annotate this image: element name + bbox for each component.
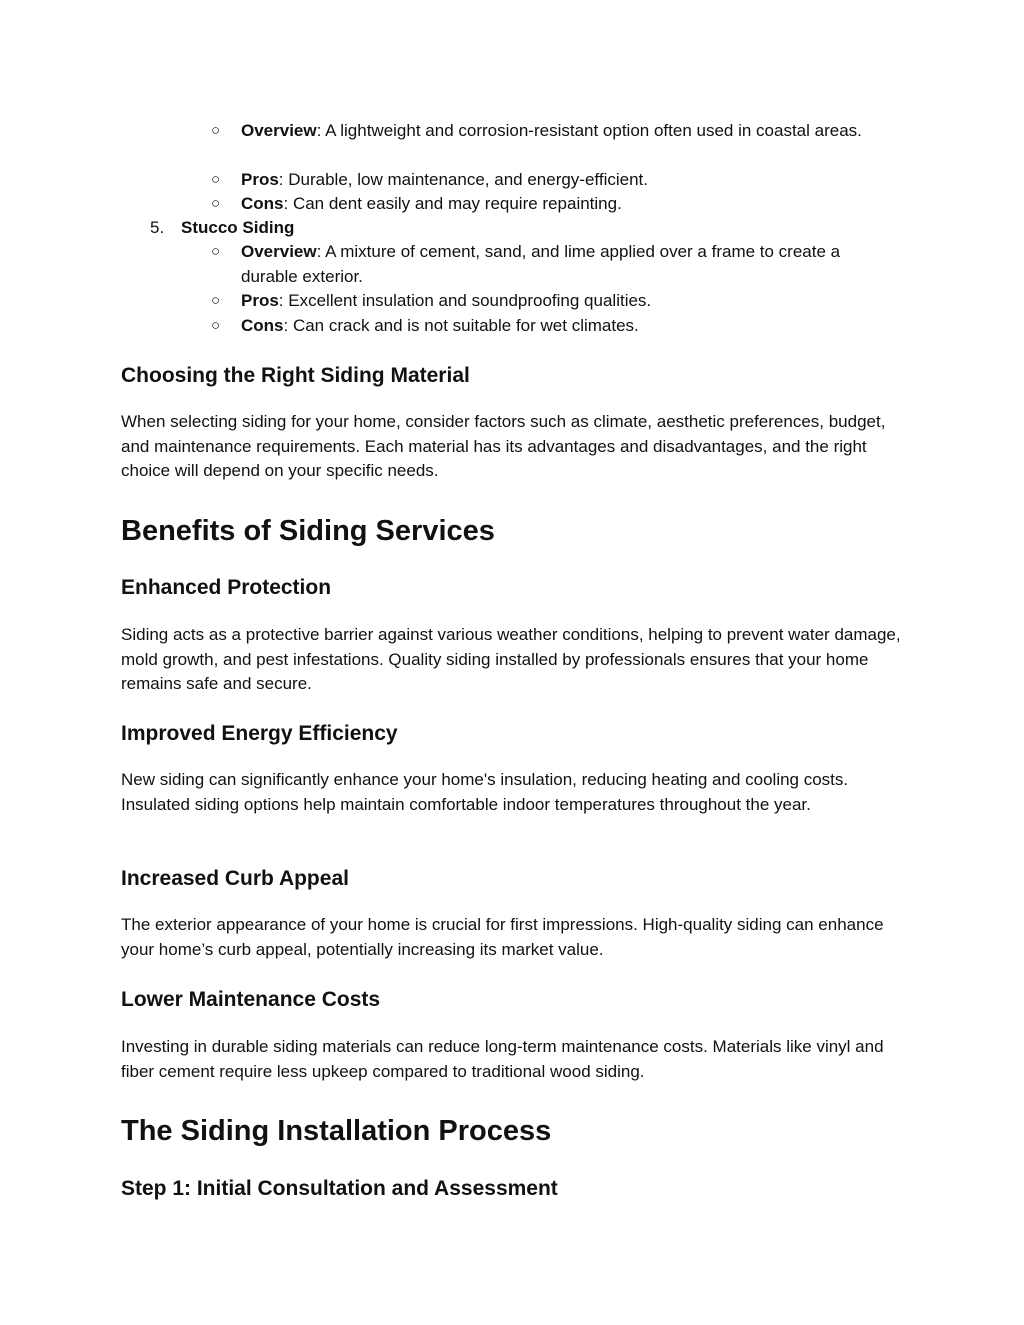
- paragraph-energy-efficiency: New siding can significantly enhance your home's insulation, reducing heating and cooling costs. Insulated siding options help maintain comfortable indoor temperatures throughout the year.: [121, 770, 849, 814]
- subsection-heading-step1: Step 1: Initial Consultation and Assessment: [121, 1177, 558, 1200]
- subsection-heading-energy-efficiency: Improved Energy Efficiency: [121, 722, 398, 745]
- subsection-heading-enhanced-protection: Enhanced Protection: [121, 576, 332, 599]
- overview-label: Overview: [241, 242, 317, 261]
- paragraph-maintenance-costs: Investing in durable siding materials can reduce long-term maintenance costs. Materials like vinyl and fiber cement require less upkeep compared to traditional wood siding.: [121, 1037, 884, 1081]
- section-heading-choosing: Choosing the Right Siding Material: [121, 364, 470, 387]
- section-heading-installation: The Siding Installation Process: [121, 1115, 552, 1147]
- cons-text: : Can crack and is not suitable for wet climates.: [283, 316, 639, 335]
- pros-label: Pros: [241, 170, 279, 189]
- list-item-overview: [241, 119, 901, 144]
- paragraph-enhanced-protection: Siding acts as a protective barrier against various weather conditions, helping to prevent water damage, mold growth, and pest infestations. Quality siding installed by professionals ensures that your home remains safe and secure.: [121, 625, 901, 693]
- list-item-pros: [241, 168, 901, 193]
- list-item-cons: [241, 314, 901, 339]
- list-item-overview: [241, 240, 901, 289]
- section-heading-benefits: Benefits of Siding Services: [121, 515, 495, 547]
- list-bullet: ○: [211, 195, 221, 212]
- list-bullet: ○: [211, 171, 221, 188]
- pros-text: : Excellent insulation and soundproofing qualities.: [278, 291, 652, 310]
- list-item-cons: [241, 192, 901, 217]
- list-bullet: ○: [211, 317, 221, 334]
- subsection-heading-maintenance-costs: Lower Maintenance Costs: [121, 988, 381, 1011]
- cons-text: : Can dent easily and may require repainting.: [283, 194, 622, 213]
- list-bullet: ○: [211, 292, 221, 309]
- cons-label: Cons: [241, 316, 284, 335]
- paragraph-choosing: When selecting siding for your home, consider factors such as climate, aesthetic preferences, budget, and maintenance requirements. Each material has its advantages and disadvantages, and the right choice will depend on your specific needs.: [121, 412, 886, 480]
- cons-label: Cons: [241, 194, 284, 213]
- pros-label: Pros: [241, 291, 279, 310]
- pros-text: : Durable, low maintenance, and energy-efficient.: [278, 170, 648, 189]
- overview-label: Overview: [241, 121, 317, 140]
- list-item-pros: [241, 289, 901, 314]
- list-bullet: ○: [211, 243, 221, 260]
- paragraph-curb-appeal: The exterior appearance of your home is crucial for first impressions. High-quality siding can enhance your home’s curb appeal, potentially increasing its market value.: [121, 915, 884, 959]
- list-item-stucco-title: Stucco Siding: [181, 218, 295, 237]
- overview-text: : A lightweight and corrosion-resistant option often used in coastal areas.: [316, 121, 862, 140]
- list-bullet: ○: [211, 122, 221, 139]
- subsection-heading-curb-appeal: Increased Curb Appeal: [121, 867, 349, 890]
- overview-text: : A mixture of cement, sand, and lime applied over a frame to create a durable exterior.: [241, 242, 841, 286]
- list-number: 5.: [150, 218, 165, 237]
